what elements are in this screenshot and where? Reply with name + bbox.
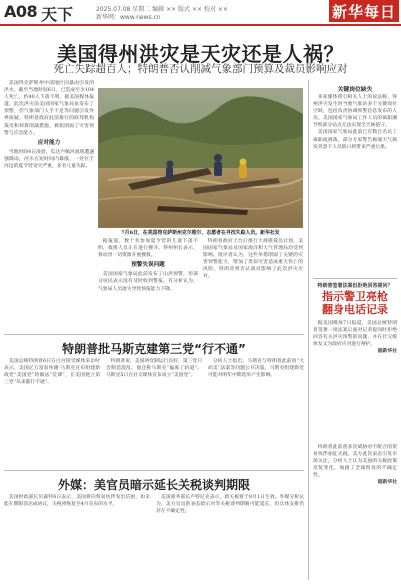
section-rule	[4, 470, 304, 471]
section3-column-2	[156, 494, 304, 580]
section-code: A08	[4, 2, 38, 21]
lead-paragraph: 当地时间4日凌晨，瓜达卢佩河流域遭遇强降雨，河水在短时间内暴涨，一处位于河边的夏令营受灾严重，多名儿童失踪。	[4, 149, 94, 170]
lead-column-3	[203, 238, 303, 330]
section2-headline: 特朗普批马斯克建第三党“行不通”	[62, 342, 246, 356]
section3-paragraph: 美国商务部长卢特尼克表示，新关税将于8月1日生效。外媒分析认为，美方官员的表态暗示对等关税谈判期限可能延长，但具体安排仍存在不确定性。	[156, 495, 304, 515]
lead-paragraph: 美国国家气象局此前发布了山洪预警，但部分居民表示没有及时收到警报。有分析认为，气象局人员流失导致预报能力下降。	[98, 272, 198, 292]
section3-column-1	[4, 494, 150, 580]
sidebar-title-line-2: 翻身电话记录	[322, 303, 388, 316]
newspaper-logo: 新华每日	[329, 0, 399, 22]
sidebar-paragraph: 据美国媒体7日报道，美国总统特朗普签署一项法案后面对记者提问时拒绝回答有关洪灾预警的问题，并在社交媒体发文为政府应对进行辩护。	[313, 321, 397, 348]
section2-paragraph: 分析人士指出，马斯克与特朗普此前因“大而美”法案等问题公开决裂，马斯克组建新党可能对明年中期选举产生影响。	[208, 359, 304, 379]
site-meta: 新华网：www.news.cn	[96, 14, 161, 21]
sidebar-heading: 关键岗位缺失	[337, 87, 373, 93]
lead-subheading: 应对能力	[37, 139, 61, 146]
lead-paragraph: 美国得克萨斯州中部地区因暴雨引发的洪水，截至当地时间6日，已造成至少104人死亡，约40人下落不明。据美国媒体报道，此次洪灾前美国国家气象局虽发布了预警，但气象部门人手不足等问题引发外界质疑。特朗普政府此前推行的联邦机构裁员和预算削减措施，被指削弱了灾害预警与应急能力。	[4, 81, 94, 136]
photo-caption: 7月6日，在美国得克萨斯州克尔维尔，志愿者在寻找失踪人员。新华社发	[121, 230, 280, 236]
section-name: 天下	[41, 5, 74, 24]
header-rule	[0, 24, 401, 26]
section2-paragraph: 特朗普说，美国两党制运行良好，第三党只会制造混乱。他还称马斯克“偏离了轨道”。马斯克5日在社交媒体宣布成立“美国党”。	[106, 359, 202, 379]
lead-column-1	[4, 80, 94, 330]
column-rule	[308, 80, 309, 580]
lead-subhead: 死亡失踪超百人；特朗普否认削减气象部门预算及裁员影响应对	[53, 63, 348, 75]
flood-photo	[98, 88, 303, 228]
sidebar-lower-text	[313, 444, 397, 580]
sidebar-title-line-1: 指示警卫亮枪	[322, 290, 388, 303]
section2-column-3	[208, 358, 304, 468]
sidebar-credit: 据新华社	[377, 479, 397, 486]
lead-column-2	[98, 238, 198, 330]
section2-column-2	[106, 358, 202, 468]
sidebar-rule	[313, 278, 397, 279]
section-rule	[4, 334, 304, 335]
lead-headline: 美国得州洪灾是天灾还是人祸？	[57, 42, 344, 66]
sidebar-paragraph: 特朗普此前曾多次威胁对不配合的贸易伙伴加征关税。美方此次表态引发市场关注，分析人士认为美国的关税政策反复变化，加剧了全球贸易的不确定性。	[313, 445, 397, 479]
lead-paragraph: 据报道，数十名参加夏令营的儿童下落不明，救援人员正在进行搜寻。得州州长表示，将动用一切资源开展搜救。	[98, 239, 198, 259]
section2-paragraph: 美国总统特朗普6日在白宫接受媒体采访时表示，美国亿万富翁埃隆·马斯克宣布组建新政党“美国党”的做法“荒谬”，在美国建立第三党“从来都行不通”。	[4, 359, 100, 386]
sidebar-box-text	[313, 320, 397, 440]
sidebar-paragraph: 多家媒体援引相关人士的说法称，得州洪灾发生时当地气象站多个关键岗位空缺，包括负责协调预警信息发布的人员。美国国家气象局工作人员的离职潮导致部分站点无法实现全天候值守。	[313, 95, 397, 129]
section3-paragraph: 美国财政部长贝森特6日表示，美国将向贸易伙伴发出信函，如未能在期限前达成协议，关税将恢复至4月宣布的水平。	[4, 495, 150, 508]
sidebar-text	[313, 94, 397, 274]
issue-meta: 2025.07.08 星期二 编辑 ×× 版式 ×× 校对 ××	[96, 6, 228, 13]
sidebar-kicker: 特朗普签署法案但拒绝回答提问？	[317, 283, 393, 289]
sidebar-credit: 据新华社	[377, 348, 397, 355]
section3-headline: 外媒：美官员暗示延长关税谈判期限	[57, 478, 250, 492]
sidebar-paragraph: 美国国家气象局此前已有数百名员工离职或被裁，部分专家警告极端天气频发背景下人员缺口将带来严重后果。	[313, 130, 397, 150]
lead-paragraph: 特朗普政府上台后推行大规模裁员计划，美国国家气象局及国家海洋和大气管理局均受到影响。批评者认为，这些举措削弱了关键的灾害预警能力，增加了类似灾害造成重大伤亡的风险。特朗普则否认裁员影响了此次洪灾应对。	[203, 239, 303, 280]
lead-subheading: 预警失误问题	[131, 262, 165, 269]
section2-column-1	[4, 358, 100, 468]
